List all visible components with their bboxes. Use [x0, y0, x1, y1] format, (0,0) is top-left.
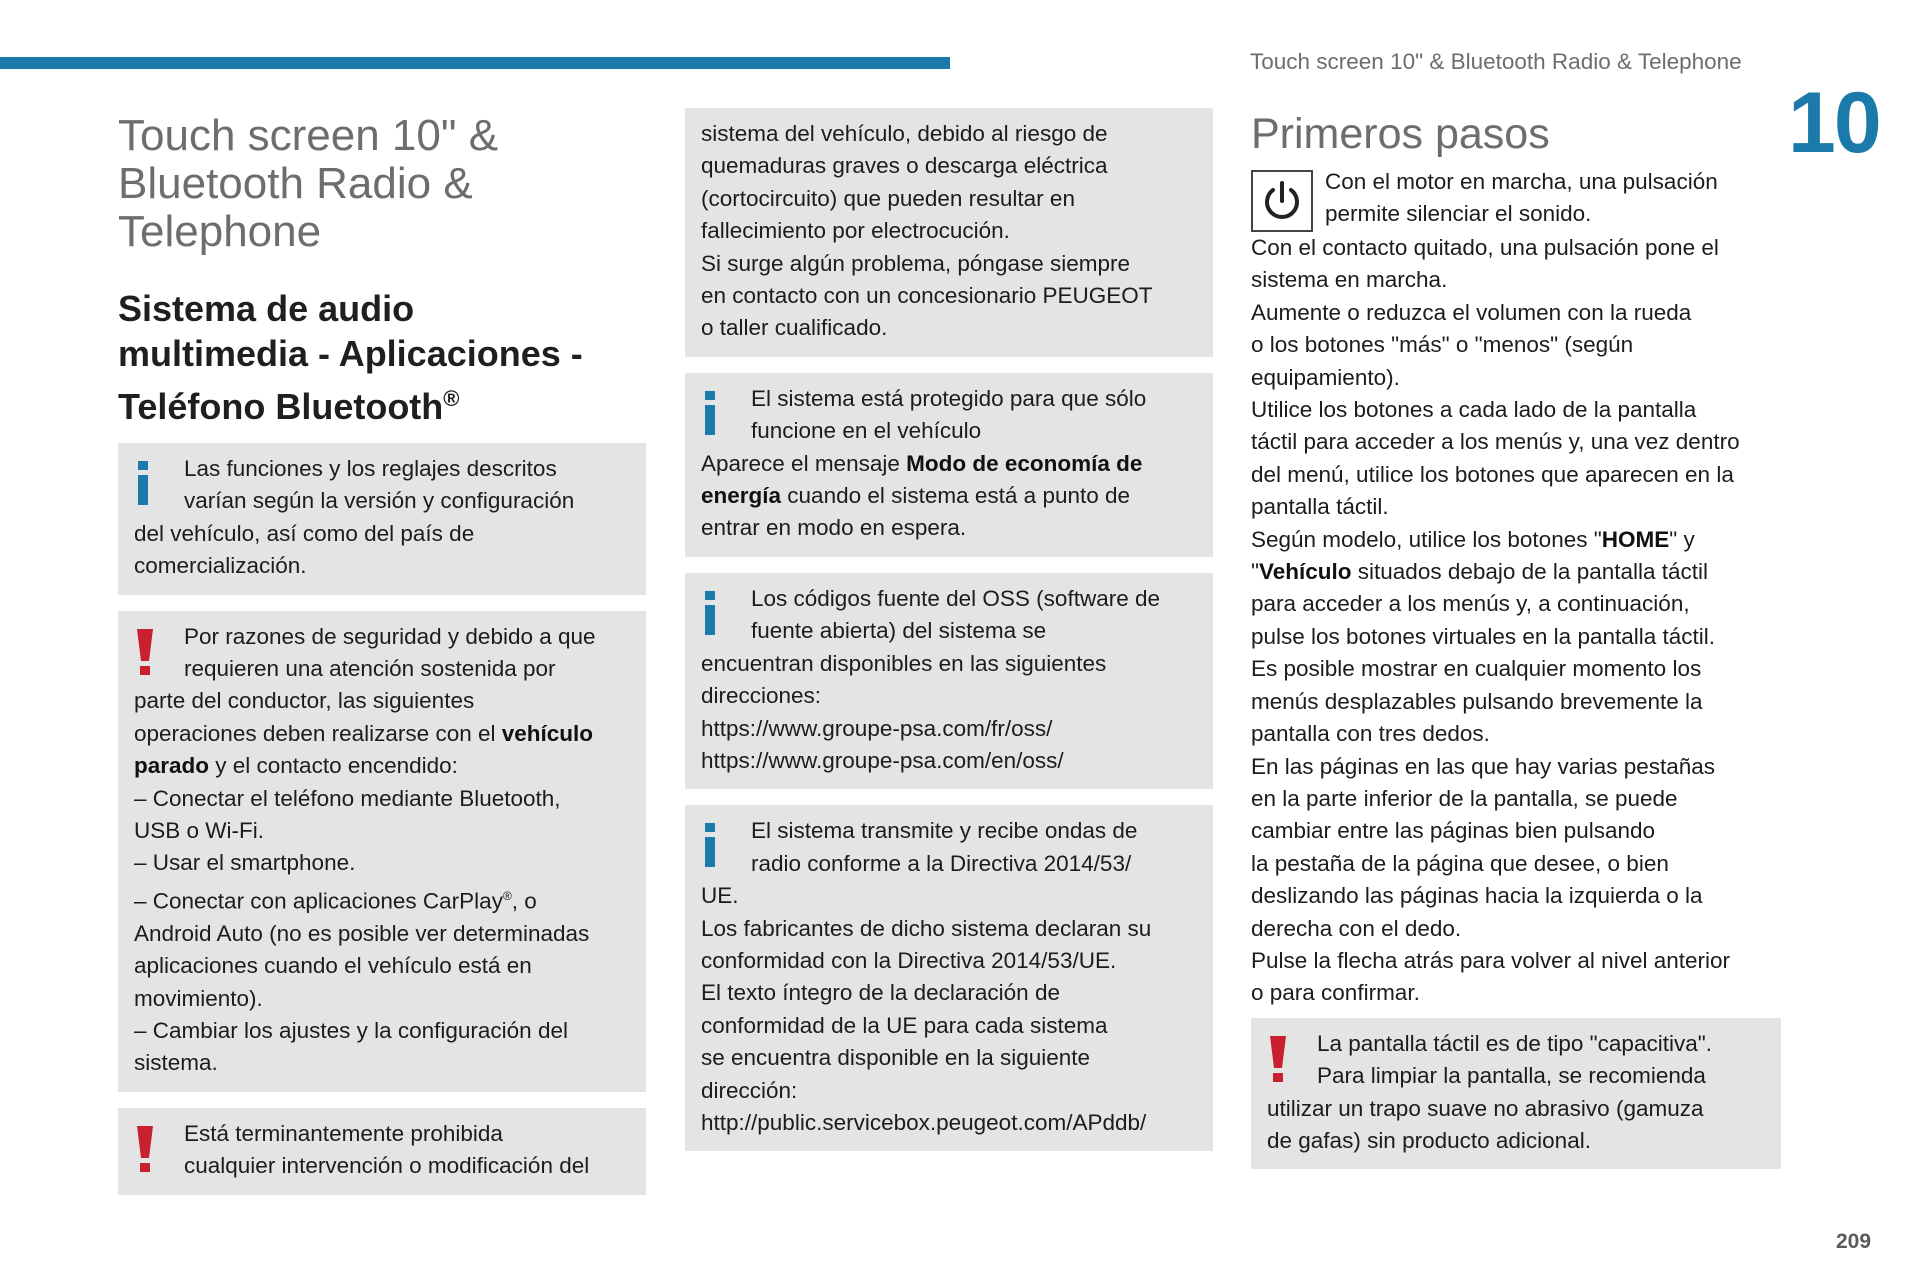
power-instruction: Con el motor en marcha, una pulsación permite silenciar el sonido. [1251, 166, 1781, 231]
info-icon [701, 823, 743, 873]
info-box-protection: El sistema está protegido para que sólo funcione en el vehículo Aparece el mensaje Modo de economía de energía cuando el sistema está a punto de entrar en modo en espera. [685, 373, 1213, 557]
declaration-link: http://public.servicebox.peugeot.com/APddb/ [701, 1109, 1147, 1135]
warning-icon [1267, 1036, 1309, 1092]
oss-link-en: https://www.groupe-psa.com/en/oss/ [701, 747, 1064, 773]
info-icon [701, 591, 743, 641]
warning-icon [134, 629, 176, 685]
header-accent-bar [0, 57, 950, 69]
body-text: Con el contacto quitado, una pulsación pone el sistema en marcha. Aumente o reduzca el volumen con la rueda o los botones "más" o "menos" (según equipamiento). Utilice los botones a cada lado de la pantalla táctil para acceder a los menús y, una vez dentro del menú, utilice los botones que aparecen en la pantalla táctil. Según modelo, utilice los botones "HOME" y "Vehículo situados debajo de la pantalla táctil para acceder a los menús y, a continuación, pulse los botones virtuales en la pantalla táctil. Es posible mostrar en cualquier momento los menús desplazables pulsando brevemente la pantalla con tres dedos. En las páginas en las que hay varias pestañas en la parte inferior de la pantalla, se puede cambiar entre las páginas bien pulsando la pestaña de la página que desee, o bien deslizando las páginas hacia la izquierda o la derecha con el dedo. Pulse la flecha atrás para volver al nivel anterior o para confirmar. [1251, 235, 1740, 1006]
column-left [118, 112, 646, 1211]
list-item: – Usar el smartphone. [134, 850, 356, 876]
document-title: Touch screen 10" & Bluetooth Radio & Telephone [118, 111, 499, 256]
page-number: 209 [1836, 1230, 1872, 1253]
warning-box-continued: sistema del vehículo, debido al riesgo de quemaduras graves o descarga eléctrica (cortocircuito) que pueden resultar en fallecimiento por electrocución. Si surge algún problema, póngase siempre en contacto con un concesionario PEUGEOT o taller cualificado. [685, 108, 1213, 357]
power-icon [1251, 170, 1313, 232]
column-right [1251, 110, 1781, 1185]
list-item: – Cambiar los ajustes y la configuración del [134, 1018, 568, 1043]
list-item: – Conectar el teléfono mediante Bluetooth, [134, 785, 561, 811]
section-title: Sistema de audio multimedia - Aplicaciones - Teléfono Bluetooth® [118, 288, 583, 427]
column-middle [685, 108, 1213, 1167]
chapter-number: 10 [1788, 75, 1880, 171]
warning-icon [134, 1126, 176, 1182]
info-box-oss: Los códigos fuente del OSS (software de fuente abierta) del sistema se encuentran disponibles en las siguientes direcciones: https://www.groupe-psa.com/fr/oss/ https://www.groupe-psa.com/en/oss/ [685, 573, 1213, 789]
info-icon [134, 461, 176, 511]
oss-link-fr: https://www.groupe-psa.com/fr/oss/ [701, 715, 1053, 741]
primeros-pasos-title: Primeros pasos [1251, 110, 1550, 158]
warning-box-prohibited: Está terminantemente prohibida cualquier intervención o modificación del [118, 1108, 646, 1195]
warning-box: Por razones de seguridad y debido a que requieren una atención sostenida por parte del conductor, las siguientes operaciones deben realizarse con el vehículo parado y el contacto encendido: – Conectar el teléfono mediante Bluetooth, USB o Wi-Fi. – Usar el smartphone. – Conectar con aplicaciones CarPlay®, o Android Auto (no es posible ver determinadas aplicaciones cuando el vehículo está en movimiento). – Cambiar los ajustes y la configuración del sistema. [118, 611, 646, 1092]
list-item: – Conectar con aplicaciones CarPlay®, o [134, 888, 537, 914]
info-icon [701, 391, 743, 441]
info-box: Las funciones y los reglajes descritos varían según la versión y configuración del vehículo, así como del país de comercialización. [118, 443, 646, 595]
running-header: Touch screen 10" & Bluetooth Radio & Telephone [1250, 49, 1742, 74]
warning-box-capacitive: La pantalla táctil es de tipo "capacitiva". Para limpiar la pantalla, se recomienda utilizar un trapo suave no abrasivo (gamuza de gafas) sin producto adicional. [1251, 1018, 1781, 1170]
info-box-radio-directive: El sistema transmite y recibe ondas de radio conforme a la Directiva 2014/53/ UE. Los fabricantes de dicho sistema declaran su conformidad con la Directiva 2014/53/UE. El texto íntegro de la declaración de conformidad de la UE para cada sistema se encuentra disponible en la siguiente dirección: http://public.servicebox.peugeot.com/APddb/ [685, 805, 1213, 1151]
